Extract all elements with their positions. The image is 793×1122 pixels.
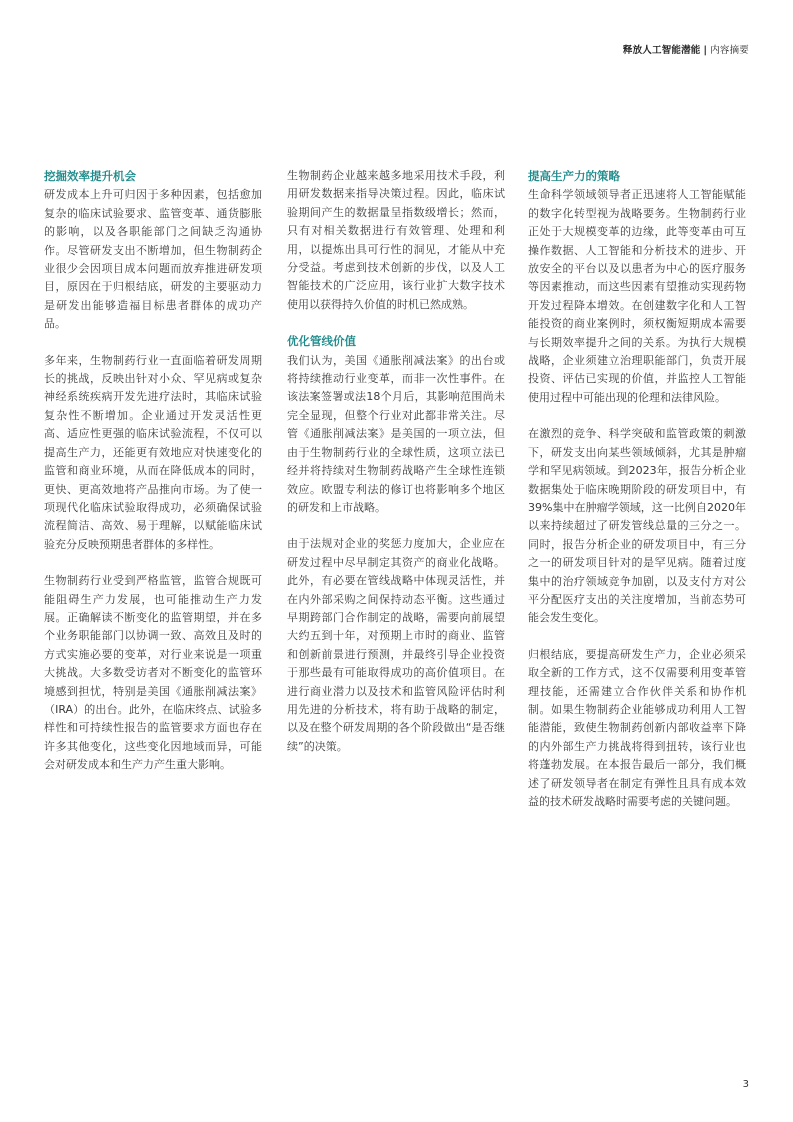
paragraph: 多年来，生物制药行业一直面临着研发周期长的挑战，反映出针对小众、罕见病或复杂神经系统疾病开发先进疗法时，其临床试验复杂性不断增加。企业通过开发灵活性更高、适应性更强的临床试验流程，不仅可以提高生产力，还能更有效地应对快速变化的监管和商业环境，从而在降低成本的同时，更快、更高效地将产品推向市场。为了使一项现代化临床试验取得成功，必须确保试验流程简洁、高效、易于理解，以赋能临床试验充分反映预期患者群体的多样性。 — [44, 353, 262, 551]
paragraph: 归根结底，要提高研发生产力，企业必须采取全新的工作方式，这不仅需要利用变革管理技能，还需建立合作伙伴关系和协作机制。如果生物制药企业能够成功利用人工智能潜能，致使生物制药创新内部收益率下降的内外部生产力挑战将得到扭转，该行业也将蓬勃发展。在本报告最后一部分，我们概述了研发领导者在制定有弹性且具有成本效益的技术研发战略时需要考虑的关键问题。 — [528, 647, 746, 808]
paragraph: 生物制药企业越来越多地采用技术手段，利用研发数据来指导决策过程。因此，临床试验期间产生的数据量呈指数级增长；然而，只有对相关数据进行有效管理、处理和利用，以提炼出具可行性的洞见，才能从中充分受益。考虑到技术创新的步伐，以及人工智能技术的广泛应用，该行业扩大数字技术使用以获得持久价值的时机已然成熟。 — [287, 169, 505, 311]
section-heading-productivity: 提高生产力的策略 — [528, 169, 620, 183]
column-2 — [287, 167, 505, 774]
running-header — [623, 42, 749, 56]
paragraph: 生命科学领域领导者正迅速将人工智能赋能的数字化转型视为战略要务。生物制药行业正处于大规模变革的边缘，此等变革由可互操作数据、人工智能和分析技术的进步、开放安全的平台以及以患者为中心的医疗服务等因素推动，而这些因素有望推动实现药物开发过程降本增效。在创建数字化和人工智能投资的商业案例时，须权衡短期成本需要与长期效率提升之间的关系。为执行大规模战略，企业须建立治理职能部门，负责开展投资、评估已实现的价值，并监控人工智能使用过程中可能出现的伦理和法律风险。 — [528, 188, 746, 404]
paragraph: 在激烈的竞争、科学突破和监管政策的刺激下，研发支出向某些领域倾斜，尤其是肿瘤学和罕见病领域。到2023年，报告分析企业数据集处于临床晚期阶段的研发项目中，有39%集中在肿瘤学领域，这一比例自2020年以来持续超过了研发管线总量的三分之一。同时，报告分析企业的研发项目中，有三分之一的研发项目针对的是罕见病。随着过度集中的治疗领域竞争加剧，以及支付方对公平分配医疗支出的关注度增加，当前态势可能会发生变化。 — [528, 427, 746, 625]
paragraph: 由于法规对企业的奖惩力度加大，企业应在研发过程中尽早制定其资产的商业化战略。此外，有必要在管线战略中体现灵活性，并在内外部采购之间保持动态平衡。这些通过早期跨部门合作制定的战略，需要向前展望大约五到十年，对预期上市时的商业、监管和创新前景进行预测，并最终引导企业投资于那些最有可能取得成功的高价值项目。在进行商业潜力以及技术和监管风险评估时利用先进的分析技术，将有助于战略的制定，以及在整个研发周期的各个阶段做出“是否继续”的决策。 — [287, 537, 505, 753]
column-1 — [44, 167, 262, 793]
header-subtitle: 内容摘要 — [710, 45, 749, 56]
paragraph: 生物制药行业受到严格监管，监管合规既可能阻碍生产力发展，也可能推动生产力发展。正确解读不断变化的监管期望，并在多个业务职能部门以协调一致、高效且及时的方式实施必要的变革，对行业来说是一项重大挑战。大多数受访者对不断变化的监管环境感到担忧，特别是美国《通胀削减法案》（IRA）的出台。此外，在临床终点、试验多样性和可持续性报告的监管要求方面也存在许多其他变化，这些变化因地域而异，可能会对研发成本和生产力产生重大影响。 — [44, 574, 262, 772]
header-title: 释放人工智能潜能 — [622, 45, 701, 56]
page-number: 3 — [742, 1079, 749, 1090]
paragraph: 我们认为，美国《通胀削减法案》的出台或将持续推动行业变革，而非一次性事件。在该法案签署或法18个月后，其影响范围尚未完全显现，但整个行业对此都非常关注。尽管《通胀削减法案》是美国的一项立法，但由于生物制药行业的全球性质，这项立法已经并将持续对生物制药战略产生全球性连锁效应。欧盟专利法的修订也将影响多个地区的研发和上市战略。 — [287, 353, 505, 514]
section-heading-pipeline: 优化管线价值 — [287, 334, 356, 349]
section-heading-efficiency: 挖掘效率提升机会 — [44, 169, 136, 183]
header-separator: | — [703, 45, 708, 56]
paragraph: 研发成本上升可归因于多种因素，包括愈加复杂的临床试验要求、监管变革、通货膨胀的影响，以及各职能部门之间缺乏沟通协作。尽管研发支出不断增加，但生物制药企业很少会因项目成本问题而放弃推进研发项目，原因在于归根结底，研发的主要驱动力是研发出能够造福目标患者群体的成功产品。 — [44, 188, 262, 331]
column-3 — [528, 167, 746, 829]
